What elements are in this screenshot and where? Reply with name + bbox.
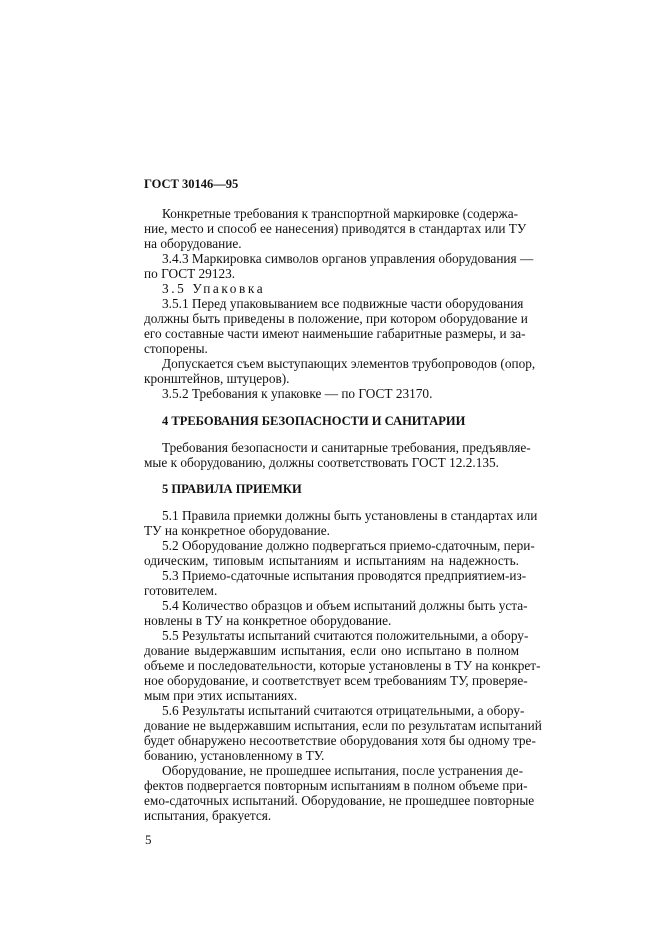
text-line: Конкретные требования к транспортной маркировке (содержа- [162,206,519,221]
text-line: бованию, установленному в ТУ. [144,748,325,763]
text-line: готовителем. [144,583,218,598]
text-line: 5.5 Результаты испытаний считаются положительными, а обору- [162,628,529,643]
text-line: 5.4 Количество образцов и объем испытаний должны быть уста- [162,598,528,613]
text-line: мые к оборудованию, должны соответствовать ГОСТ 12.2.135. [144,455,499,470]
text-line: емо-сдаточных испытаний. Оборудование, не прошедшее повторные [144,793,535,808]
text-line: на оборудование. [144,236,242,251]
section-heading: 4 ТРЕБОВАНИЯ БЕЗОПАСНОСТИ И САНИТАРИИ [162,414,466,428]
text-line: ТУ на конкретное оборудование. [144,523,330,538]
text-line: 5.1 Правила приемки должны быть установлены в стандартах или [162,508,538,523]
text-line: испытания, бракуется. [144,808,272,823]
text-line: должны быть приведены в положение, при котором оборудование и [144,311,528,326]
text-line: дование не выдержавшим испытания, если по результатам испытаний [144,718,542,733]
text-line: 5.6 Результаты испытаний считаются отрицательными, а обору- [162,703,525,718]
text-line: 5.2 Оборудование должно подвергаться приемо-сдаточным, пери- [162,538,535,553]
text-line: Допускается съем выступающих элементов трубопроводов (опор, [162,356,536,371]
text-line: по ГОСТ 29123. [144,266,236,281]
text-line: кронштейнов, штуцеров). [144,371,290,386]
text-line: 3.4.3 Маркировка символов органов управления оборудования — [162,251,534,266]
text-line: объеме и последовательности, которые установлены в ТУ на конкрет- [144,658,541,673]
text-line: будет обнаружено несоответствие оборудования хотя бы одному тре- [144,733,536,748]
document-header: ГОСТ 30146—95 [144,177,239,191]
text-line: Оборудование, не прошедшее испытания, после устранения де- [162,763,524,778]
section-heading: 3.5 Упаковка [162,281,266,296]
text-line: Требования безопасности и санитарные требования, предъявляе- [162,440,531,455]
text-line: мым при этих испытаниях. [144,688,298,703]
page-number: 5 [145,832,152,847]
text-line: одическим, типовым испытаниям и испытаниям на надежность. [144,553,519,568]
section-heading: 5 ПРАВИЛА ПРИЕМКИ [162,482,302,496]
text-line: дование выдержавшим испытания, если оно испытано в полном [144,643,519,658]
text-line: ное оборудование, и соответствует всем требованиям ТУ, проверяе- [144,673,528,688]
text-line: 5.3 Приемо-сдаточные испытания проводятся предприятием-из- [162,568,527,583]
text-line: фектов подвергается повторным испытаниям в полном объеме при- [144,778,528,793]
text-line: его составные части имеют наименьшие габаритные размеры, и за- [144,326,526,341]
text-line: 3.5.2 Требования к упаковке — по ГОСТ 23170. [162,386,433,401]
text-line: ние, место и способ ее нанесения) приводятся в стандартах или ТУ [144,221,527,236]
text-line: стопорены. [144,341,208,356]
text-line: 3.5.1 Перед упаковыванием все подвижные части оборудования [162,296,524,311]
text-line: новлены в ТУ на конкретное оборудование. [144,613,392,628]
